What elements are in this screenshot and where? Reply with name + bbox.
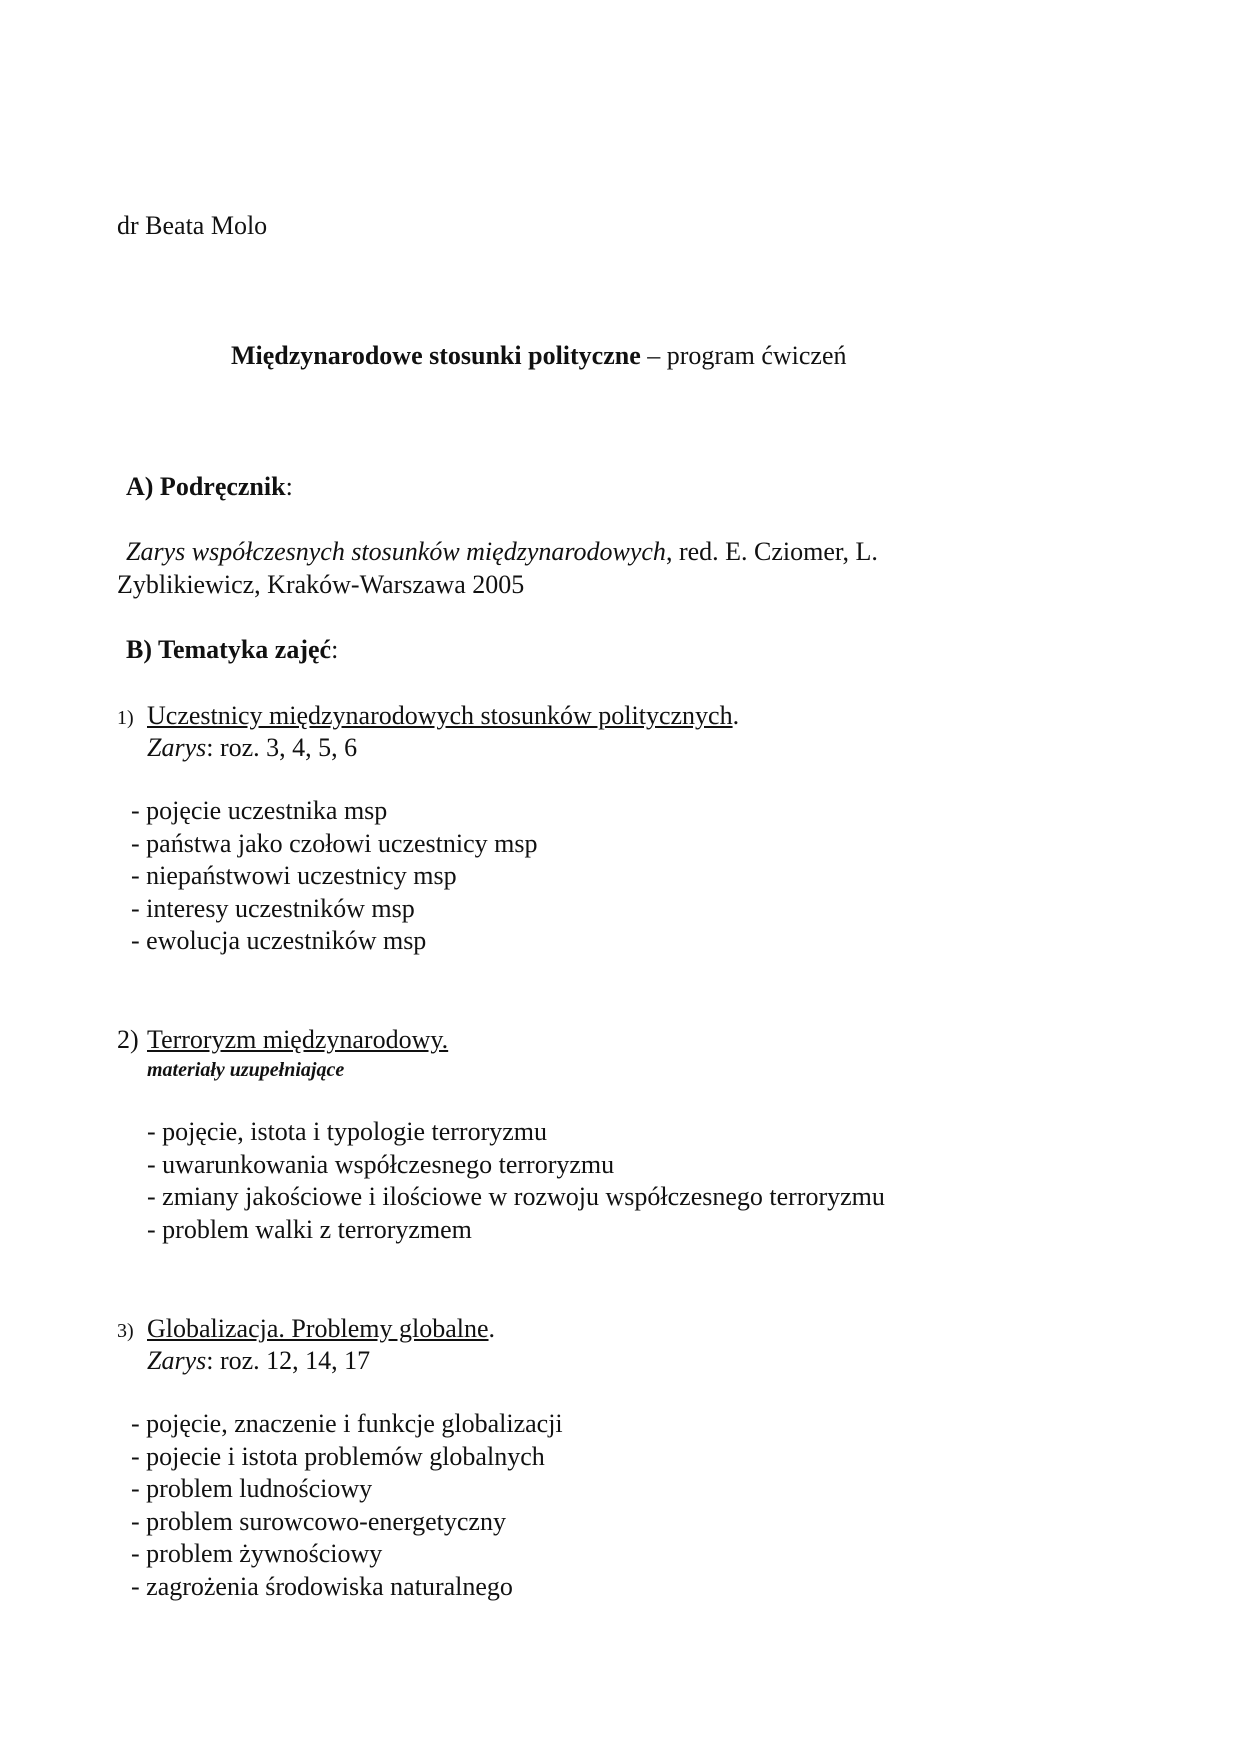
topic-1-number: 1) xyxy=(117,707,134,729)
document-title xyxy=(231,340,847,373)
author-name: dr Beata Molo xyxy=(117,211,268,240)
list-item: - pojecie i istota problemów globalnych xyxy=(131,1441,545,1471)
section-a-heading-text: A) Podręcznik xyxy=(126,472,286,501)
section-b-heading-colon: : xyxy=(331,635,339,664)
section-a-heading xyxy=(126,471,293,504)
textbook-editors: , red. E. Cziomer, L. xyxy=(665,537,878,566)
topic-3-title-end: . xyxy=(488,1314,496,1343)
section-a-heading-colon: : xyxy=(285,472,293,501)
textbook-citation-line1 xyxy=(126,536,878,569)
topic-3-heading xyxy=(117,1313,495,1346)
topic-2-number: 2) xyxy=(117,1025,139,1054)
topic-1-title-end: . xyxy=(732,701,740,730)
topic-2-heading xyxy=(117,1024,448,1057)
section-b-heading-text: B) Tematyka zajęć xyxy=(126,635,332,664)
section-b-heading xyxy=(126,634,338,667)
topic-2-title: Terroryzm międzynarodowy. xyxy=(147,1025,449,1054)
topic-1-title: Uczestnicy międzynarodowych stosunków politycznych xyxy=(147,701,733,730)
topic-1-source-chapters: : roz. 3, 4, 5, 6 xyxy=(206,733,358,762)
list-item: - problem walki z terroryzmem xyxy=(147,1214,472,1244)
topic-2-items xyxy=(147,1116,885,1246)
list-item: - problem ludnościowy xyxy=(131,1474,373,1503)
list-item: - pojęcie, istota i typologie terroryzmu xyxy=(147,1117,547,1146)
document-title-rest: – program ćwiczeń xyxy=(640,341,847,370)
list-item: - niepaństwowi uczestnicy msp xyxy=(131,861,457,890)
topic-1-items xyxy=(131,795,538,958)
list-item: - państwa jako czołowi uczestnicy msp xyxy=(131,828,538,858)
topic-3-source xyxy=(147,1345,370,1378)
topic-3-title: Globalizacja. Problemy globalne xyxy=(147,1314,489,1343)
topic-3-source-chapters: : roz. 12, 14, 17 xyxy=(206,1346,371,1375)
topic-3-source-title: Zarys xyxy=(147,1346,207,1375)
list-item: - problem żywnościowy xyxy=(131,1539,383,1568)
list-item: - zagrożenia środowiska naturalnego xyxy=(131,1571,513,1601)
topic-1-source-title: Zarys xyxy=(147,733,207,762)
topic-3-number: 3) xyxy=(117,1320,134,1342)
list-item: - pojęcie, znaczenie i funkcje globalizacji xyxy=(131,1409,563,1438)
topic-1-source xyxy=(147,732,357,765)
list-item: - uwarunkowania współczesnego terroryzmu xyxy=(147,1149,615,1179)
topic-2-note: materiały uzupełniające xyxy=(147,1059,345,1081)
list-item: - interesy uczestników msp xyxy=(131,893,415,923)
textbook-title: Zarys współczesnych stosunków międzynarodowych xyxy=(126,537,666,566)
textbook-citation-line2: Zyblikiewicz, Kraków-Warszawa 2005 xyxy=(117,570,525,599)
list-item: - ewolucja uczestników msp xyxy=(131,926,427,955)
list-item: - problem surowcowo-energetyczny xyxy=(131,1506,506,1536)
topic-1-heading xyxy=(117,700,739,733)
document-title-main: Międzynarodowe stosunki polityczne xyxy=(231,341,641,370)
list-item: - zmiany jakościowe i ilościowe w rozwoju współczesnego terroryzmu xyxy=(147,1182,885,1211)
list-item: - pojęcie uczestnika msp xyxy=(131,796,388,825)
topic-3-items xyxy=(131,1408,563,1603)
